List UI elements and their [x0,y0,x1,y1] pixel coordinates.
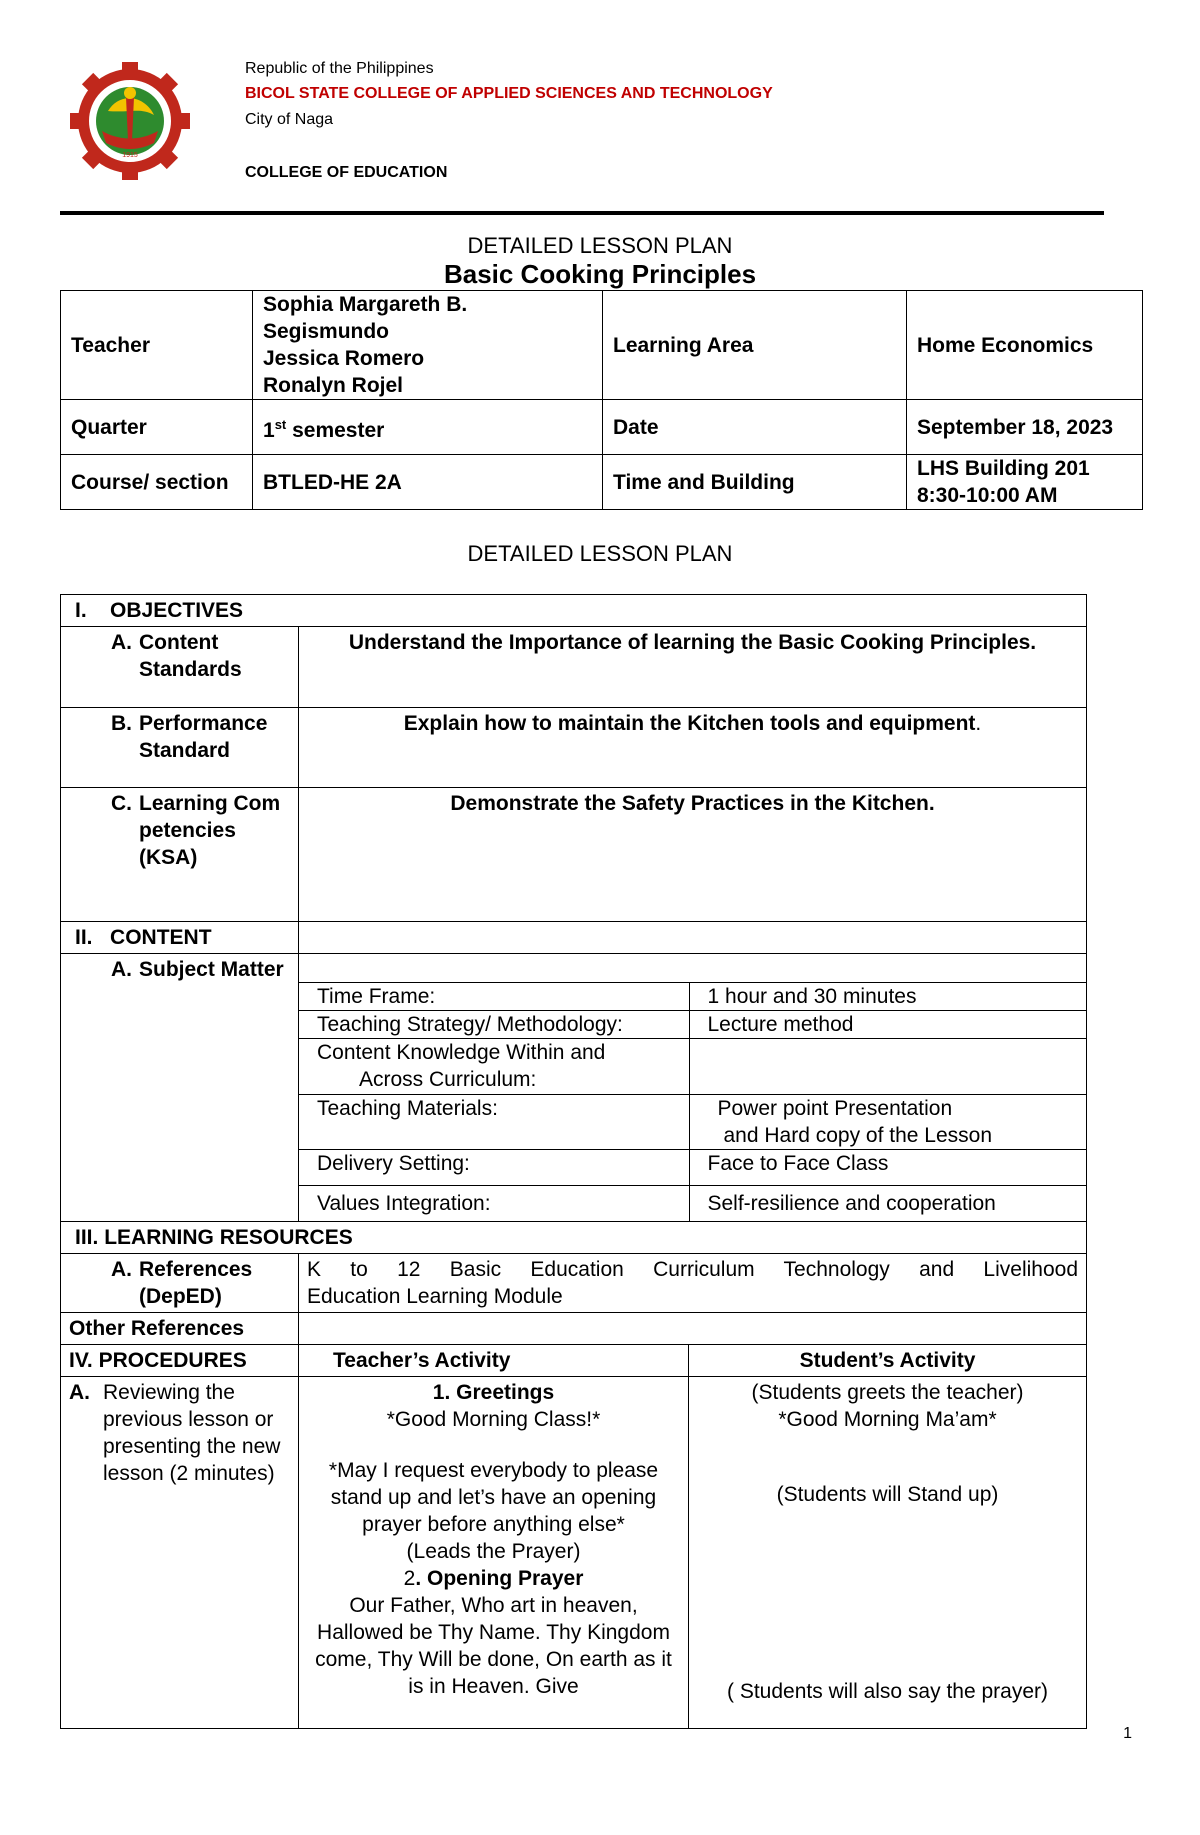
learning-competencies-value: Demonstrate the Safety Practices in the Kitchen. [299,788,1087,922]
teacher-activity-cell: 1. Greetings *Good Morning Class!* *May I request everybody to please stand up and let’s have an opening prayer before anything else* (Leads the Prayer) 2. Opening Prayer Our Father, Who art in heaven, Hallowed be Thy Name. Thy Kingdom come, Thy Will be done, On earth as it is in Heaven. Give [299,1377,689,1729]
references-value: K to 12 Basic Education Curriculum Technology and Livelihood Education Learning Module [299,1254,1087,1313]
content-standards-label: A. Content Standards [61,627,299,708]
content-knowledge-value [689,1038,1087,1094]
college-name: BICOL STATE COLLEGE OF APPLIED SCIENCES AND TECHNOLOGY [245,85,773,102]
teaching-strategy-label: Teaching Strategy/ Methodology: [299,1010,689,1038]
values-integration-value: Self-resilience and cooperation [689,1185,1087,1221]
values-integration-label: Values Integration: [299,1185,689,1221]
course-value: BTLED-HE 2A [253,455,603,510]
quarter-label: Quarter [61,400,253,455]
teaching-materials-value: Power point Presentation and Hard copy of the Lesson [689,1094,1087,1149]
department-line: COLLEGE OF EDUCATION [245,164,448,181]
time-frame-label: Time Frame: [299,982,689,1010]
objectives-heading: I. OBJECTIVES [61,595,1087,627]
teaching-materials-label: Teaching Materials: [299,1094,689,1149]
learning-competencies-label: C. Learning Competencies (KSA) [61,788,299,922]
teacher-names: Sophia Margareth B. Segismundo Jessica Romero Ronalyn Rojel [253,291,603,400]
section-title: DETAILED LESSON PLAN [467,541,733,566]
city-line: City of Naga [245,111,334,128]
resources-heading: III. LEARNING RESOURCES [61,1222,1087,1254]
subject-title: Basic Cooking Principles [443,259,757,289]
content-knowledge-label: Content Knowledge Within and Across Curriculum: [299,1038,689,1094]
delivery-setting-label: Delivery Setting: [299,1149,689,1185]
doc-title: DETAILED LESSON PLAN [467,233,733,258]
content-heading: II. CONTENT [61,922,299,954]
content-standards-value: Understand the Importance of learning the Basic Cooking Principles. [299,627,1087,708]
course-label: Course/ section [61,455,253,510]
learning-area-value: Home Economics [907,291,1143,400]
time-value: LHS Building 201 8:30-10:00 AM [907,455,1143,510]
time-frame-value: 1 hour and 30 minutes [689,982,1087,1010]
subject-matter-cell [299,954,1087,1222]
procedure-a-label: A. Reviewing the previous lesson or presenting the new lesson (2 minutes) [61,1377,299,1729]
teacher-label: Teacher [61,291,253,400]
header-rule [60,211,1104,215]
subject-matter-label: A. Subject Matter [61,954,299,1222]
time-label: Time and Building [603,455,907,510]
student-activity-header: Student’s Activity [689,1345,1087,1377]
lesson-plan-table [60,594,1087,1729]
republic-line: Republic of the Philippines [245,60,434,77]
date-label: Date [603,400,907,455]
date-value: September 18, 2023 [907,400,1143,455]
teacher-activity-header: Teacher’s Activity [299,1345,689,1377]
delivery-setting-value: Face to Face Class [689,1149,1087,1185]
performance-standard-value: Explain how to maintain the Kitchen tools and equipment. [299,708,1087,788]
subject-matter-table [299,954,1087,1221]
performance-standard-label: B. Performance Standard [61,708,299,788]
logo-year: 1915 [122,152,138,159]
info-table [60,290,1143,510]
quarter-value: 1st semester [253,400,603,455]
page-number: 1 [1123,1725,1132,1742]
other-references-label: Other References [61,1313,299,1345]
references-label: A. References (DepED) [61,1254,299,1313]
learning-area-label: Learning Area [603,291,907,400]
teaching-strategy-value: Lecture method [689,1010,1087,1038]
student-activity-cell: (Students greets the teacher) *Good Morning Ma’am* (Students will Stand up) ( Students will also say the prayer) [689,1377,1087,1729]
college-logo [66,62,194,180]
procedures-heading: IV. PROCEDURES [61,1345,299,1377]
